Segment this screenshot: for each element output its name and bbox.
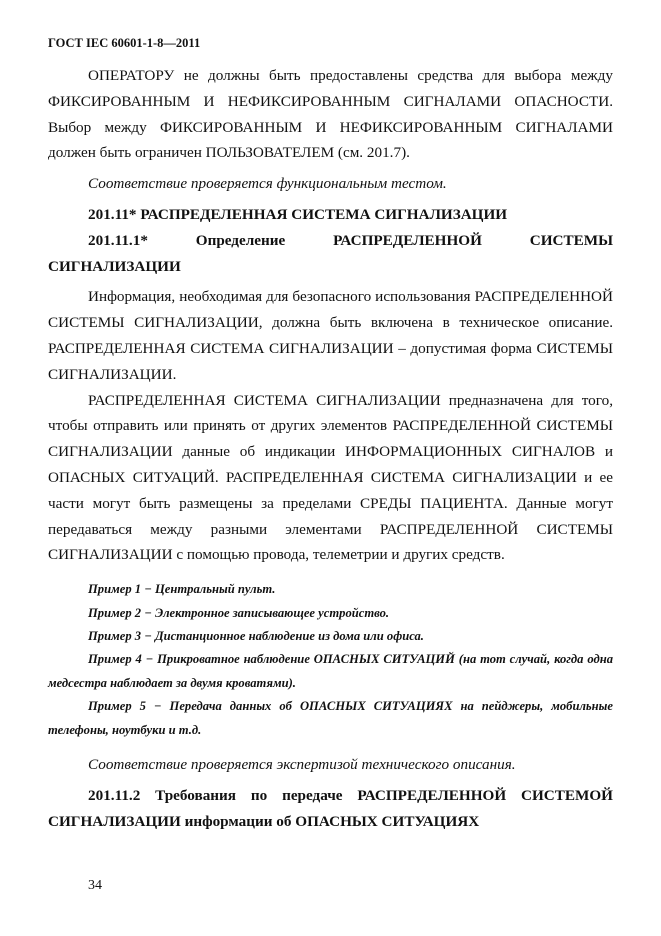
section-heading-201-11: 201.11* РАСПРЕДЕЛЕННАЯ СИСТЕМА СИГНАЛИЗАЦИИ: [88, 205, 508, 223]
subsection-heading-201-11-2: 201.11.2 Требования по передаче РАСПРЕДЕЛЕННОЙ СИСТЕМОЙ СИГНАЛИЗАЦИИ информации об ОПАСНЫХ СИТУАЦИЯХ: [48, 786, 613, 830]
document-page: [48, 36, 613, 834]
compliance-functional-test: Соответствие проверяется функциональным тестом.: [88, 175, 447, 193]
paragraph-distributed-system: РАСПРЕДЕЛЕННАЯ СИСТЕМА СИГНАЛИЗАЦИИ предназначена для того, чтобы отправить или принять от других элементов РАСПРЕДЕЛЕННОЙ СИСТЕМЫ СИГНАЛИЗАЦИИ данные об индикации ИНФОРМАЦИОННЫХ СИГНАЛОВ и ОПАСНЫХ СИТУАЦИЙ. РАСПРЕДЕЛЕННАЯ СИСТЕМА СИГНАЛИЗАЦИИ и ее части могут быть размещены за пределами СРЕДЫ ПАЦИЕНТА. Данные могут передаваться между разными элементами РАСПРЕДЕЛЕННОЙ СИСТЕМЫ СИГНАЛИЗАЦИИ с помощью провода, телеметрии и других средств.: [48, 391, 613, 564]
compliance-expert-review: Соответствие проверяется экспертизой технического описания.: [88, 755, 516, 773]
paragraph-operator-choice: ОПЕРАТОРУ не должны быть предоставлены средства для выбора между ФИКСИРОВАННЫМ И НЕФИКСИРОВАННЫМ СИГНАЛАМИ ОПАСНОСТИ. Выбор между ФИКСИРОВАННЫМ И НЕФИКСИРОВАННЫМ СИГНАЛАМИ должен быть ограничен ПОЛЬЗОВАТЕЛЕМ (см. 201.7).: [48, 67, 613, 162]
example-item: Пример 3 − Дистанционное наблюдение из дома или офиса.: [88, 628, 424, 643]
example-item: Пример 2 − Электронное записывающее устройство.: [88, 605, 390, 620]
example-item: Пример 5 − Передача данных об ОПАСНЫХ СИТУАЦИЯХ на пейджеры, мобильные телефоны, ноутбуки и т.д.: [48, 699, 613, 737]
examples-list: [48, 578, 613, 742]
document-header: ГОСТ IEC 60601-1-8—2011: [48, 36, 201, 50]
example-item: Пример 1 − Центральный пульт.: [88, 582, 276, 597]
subsection-heading-201-11-1-line1: 201.11.1* Определение РАСПРЕДЕЛЕННОЙ СИСТЕМЫ: [88, 231, 613, 249]
page-number: 34: [88, 878, 102, 893]
paragraph-information: Информация, необходимая для безопасного использования РАСПРЕДЕЛЕННОЙ СИСТЕМЫ СИГНАЛИЗАЦИИ, должна быть включена в техническое описание. РАСПРЕДЕЛЕННАЯ СИСТЕМА СИГНАЛИЗАЦИИ – допустимая форма СИСТЕМЫ СИГНАЛИЗАЦИИ.: [48, 288, 613, 383]
example-item: Пример 4 − Прикроватное наблюдение ОПАСНЫХ СИТУАЦИЙ (на тот случай, когда одна медсестра наблюдает за двумя кроватями).: [48, 652, 613, 690]
subsection-heading-201-11-1-line2: СИГНАЛИЗАЦИИ: [48, 257, 181, 275]
